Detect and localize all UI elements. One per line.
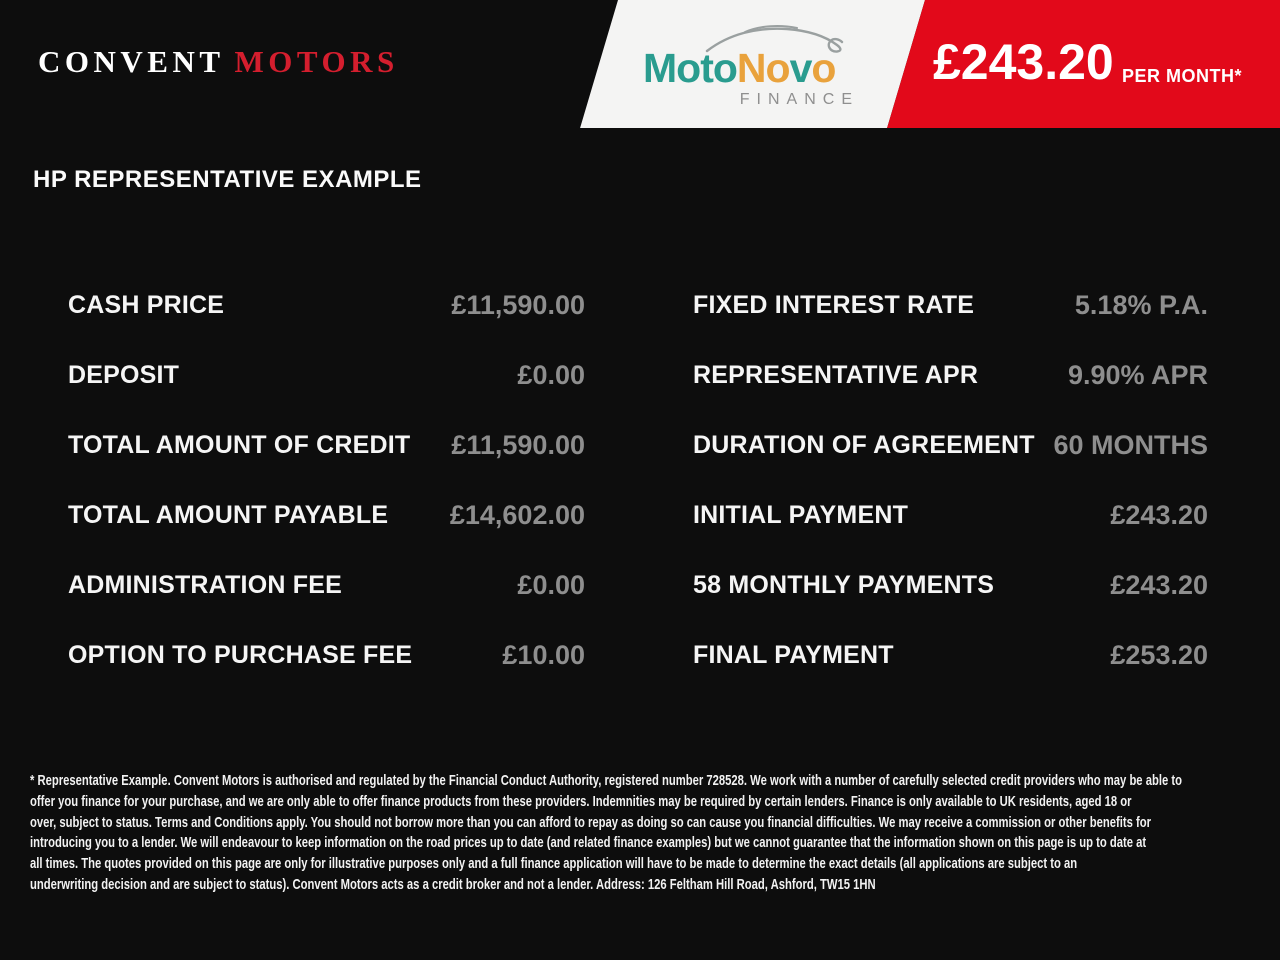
finance-row [68,410,585,480]
finance-value: £253.20 [1110,639,1208,670]
finance-row [693,550,1208,620]
finance-value: 5.18% P.A. [1074,289,1208,320]
finance-value: 60 MONTHS [1053,429,1208,460]
disclaimer-line: * Representative Example. Convent Motors is authorised and regulated by the Financial Conduct Authority, registered number 728528. We work with a number of carefully selected credit providers who may be able to [30,772,1182,789]
wordmark-segment: No [736,45,790,91]
finance-row [693,270,1208,340]
finance-table-left-column [68,270,585,690]
motonovo-finance-subtitle: FINANCE [739,91,859,108]
wordmark-segment: Moto [643,45,737,91]
finance-value: £0.00 [517,569,585,600]
finance-table-right-column [693,270,1208,690]
page-title: HP REPRESENTATIVE EXAMPLE [33,166,422,193]
motonovo-logo [643,24,861,109]
finance-label: OPTION TO PURCHASE FEE [68,640,413,669]
finance-label: 58 MONTHLY PAYMENTS [693,570,995,599]
finance-value: 9.90% APR [1067,359,1208,390]
finance-row [693,410,1208,480]
finance-row [68,620,585,690]
disclaimer-line: introducing you to a lender. We will endeavour to keep information on the road prices up to date (and related finance examples) but we cannot guarantee that the information shown on this page is up to date at [30,834,1147,852]
finance-label: DEPOSIT [68,360,180,389]
monthly-price-amount: £243.20 [933,34,1114,90]
finance-label: CASH PRICE [68,290,225,319]
monthly-price-period: PER MONTH* [1122,66,1243,86]
disclaimer-line: all times. The quotes provided on this page are only for illustrative purposes only and a full finance application will have to be made to determine the exact details (all applications are subject to an [30,855,1078,873]
motonovo-wordmark [643,45,861,91]
finance-row [68,340,585,410]
finance-label: FIXED INTEREST RATE [693,290,975,319]
disclaimer-line: offer you finance for your purchase, and we are only able to offer finance products from these providers. Indemnities may be required by certain lenders. Finance is only available to UK residents, aged 18 or [30,792,1132,810]
finance-label: FINAL PAYMENT [693,640,894,669]
finance-label: TOTAL AMOUNT OF CREDIT [68,430,411,459]
finance-label: INITIAL PAYMENT [693,500,909,529]
finance-row [68,550,585,620]
disclaimer [30,771,1182,896]
finance-value: £0.00 [517,359,585,390]
finance-row [693,620,1208,690]
wordmark-segment: v [789,45,812,91]
finance-row [693,340,1208,410]
finance-value: £11,590.00 [451,289,585,320]
finance-label: DURATION OF AGREEMENT [693,430,1035,459]
finance-row [693,480,1208,550]
dealer-logo-primary: CONVENT [38,44,225,79]
finance-value: £10.00 [502,639,585,670]
finance-value: £243.20 [1110,569,1208,600]
disclaimer-line: underwriting decision and are subject to status). Convent Motors acts as a credit broker and not a lender. Address: 126 Feltham Hill Road, Ashford, TW15 1HN [30,875,876,893]
finance-label: TOTAL AMOUNT PAYABLE [68,500,389,529]
disclaimer-line: over, subject to status. Terms and Conditions apply. You should not borrow more than you can afford to repay as doing so can cause you financial difficulties. We may receive a commission or other benefits for [30,813,1152,831]
wordmark-segment: o [811,45,836,91]
header-band [0,0,1280,128]
finance-row [68,270,585,340]
dealer-logo-secondary: MOTORS [234,44,399,79]
finance-value: £11,590.00 [451,429,585,460]
finance-label: ADMINISTRATION FEE [68,570,342,599]
dealer-logo [38,44,399,80]
finance-value: £243.20 [1110,499,1208,530]
finance-value: £14,602.00 [449,499,585,530]
finance-row [68,480,585,550]
finance-label: REPRESENTATIVE APR [693,360,979,389]
